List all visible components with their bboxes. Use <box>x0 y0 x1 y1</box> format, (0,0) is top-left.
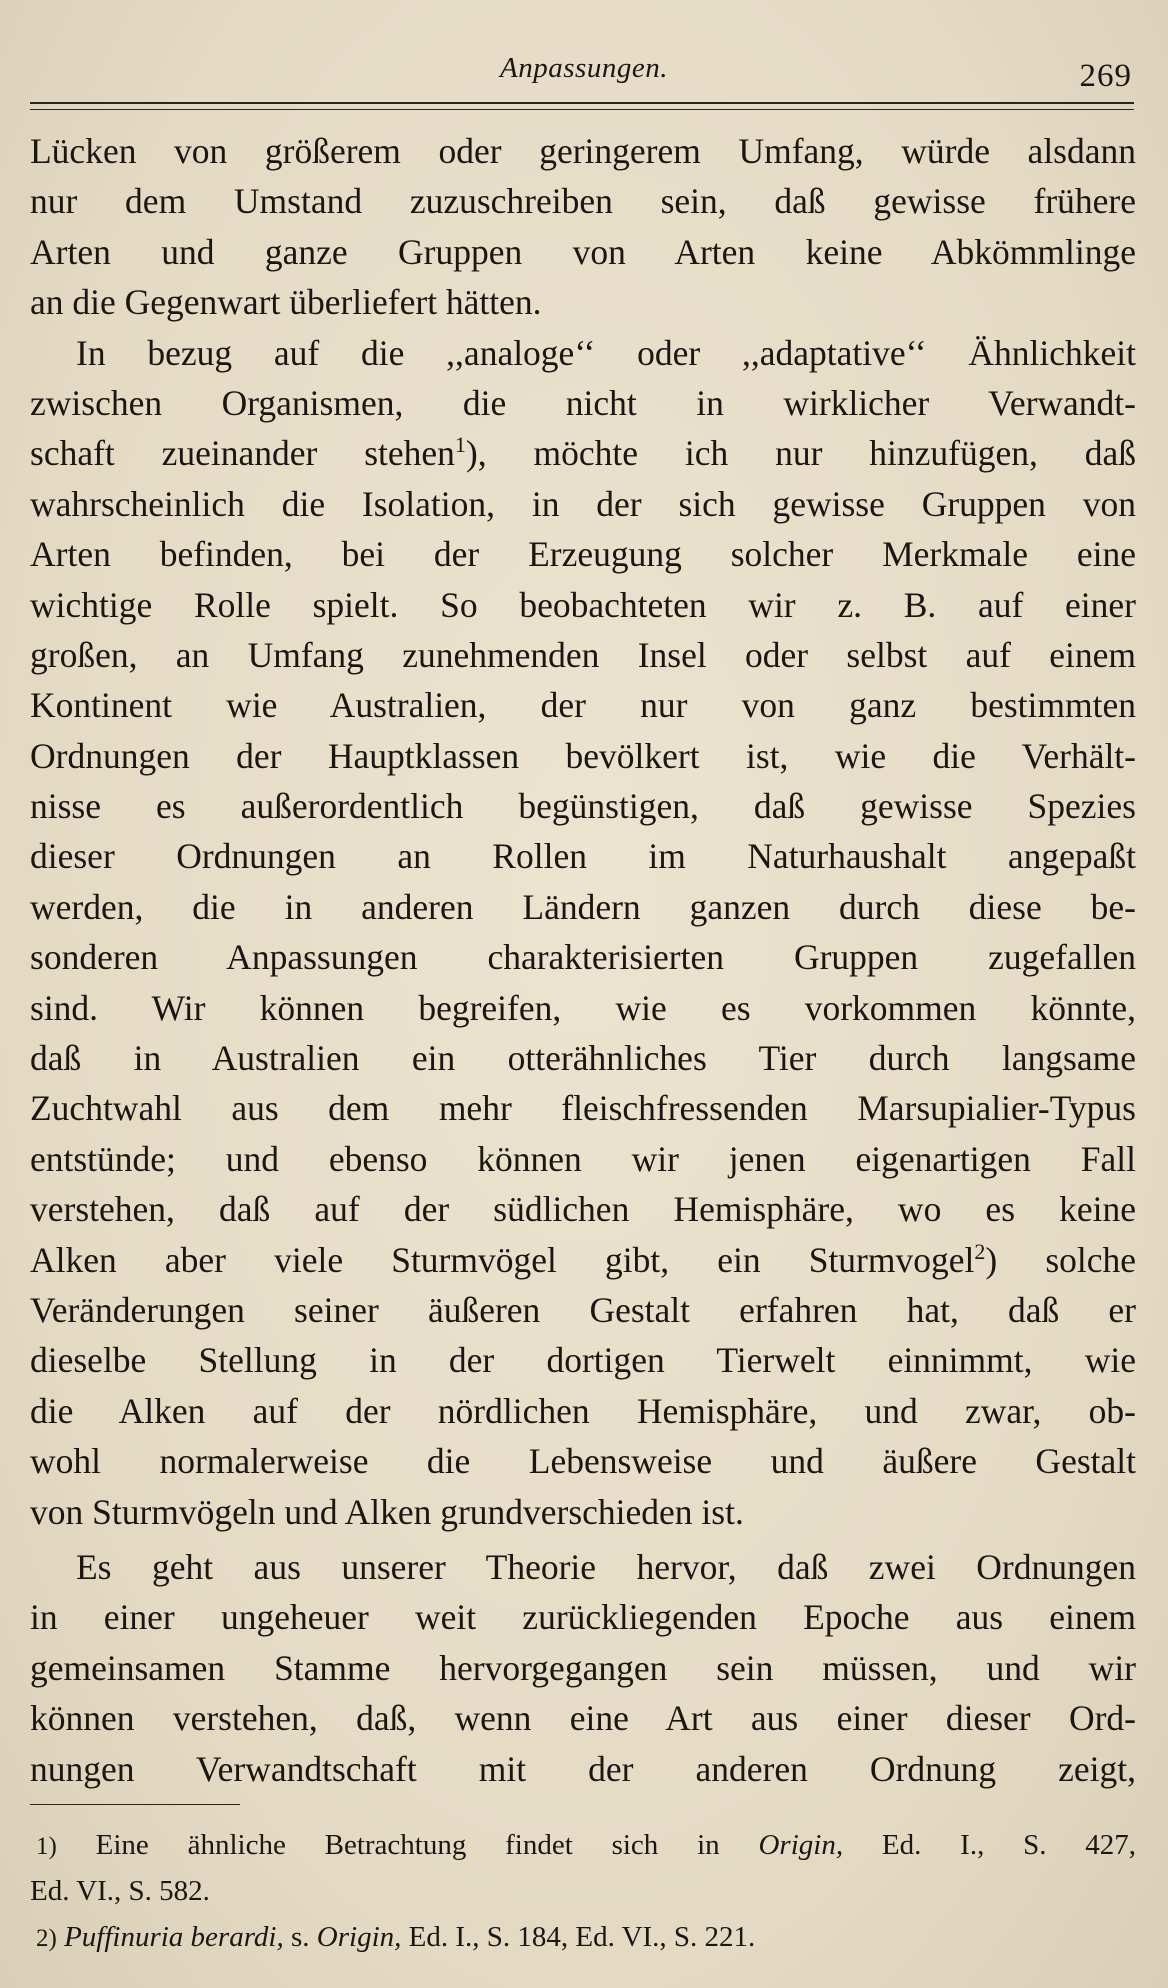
header-double-rule <box>30 102 1134 110</box>
text-line: wahrscheinlich die Isolation, in der sich gewisse Gruppen von <box>30 483 1136 524</box>
text-line: Ordnungen der Hauptklassen bevölkert ist, wie die Verhält- <box>30 735 1136 776</box>
text-line: Arten befinden, bei der Erzeugung solcher Merkmale eine <box>30 534 1136 575</box>
text-segment: ) solche <box>985 1239 1136 1280</box>
footnote-italic-title: Origin, <box>758 1829 844 1861</box>
text-line: wohl normalerweise die Lebensweise und äußere Gestalt <box>30 1441 1136 1482</box>
text-line: sonderen Anpassungen charakterisierten Gruppen zugefallen <box>30 937 1136 978</box>
footnote-text: Ed. I., S. 427, <box>881 1829 1137 1861</box>
body-text <box>30 126 1136 1794</box>
footnote-ref-2: 2 <box>974 1238 986 1264</box>
text-line: dieselbe Stellung in der dortigen Tierwelt einnimmt, wie <box>30 1340 1136 1381</box>
running-head <box>0 52 1168 92</box>
paragraph-start-line: Es geht aus unserer Theorie hervor, daß zwei Ordnungen <box>76 1546 1136 1587</box>
text-line: großen, an Umfang zunehmenden Insel oder selbst auf einem <box>30 634 1136 675</box>
text-segment: Alken aber viele Sturmvögel gibt, ein Sturmvogel <box>30 1239 975 1280</box>
text-line: sind. Wir können begreifen, wie es vorkommen könnte, <box>30 987 1136 1028</box>
footnote-marker: 1) <box>36 1833 57 1860</box>
text-line: an die Gegenwart überliefert hätten. <box>30 282 542 323</box>
text-line: daß in Australien ein otterähnliches Tier durch langsame <box>30 1038 1136 1079</box>
text-line: verstehen, daß auf der südlichen Hemisphäre, wo es keine <box>30 1189 1136 1230</box>
text-line: nisse es außerordentlich begünstigen, daß gewisse Spezies <box>30 786 1136 827</box>
text-line: gemeinsamen Stamme hervorgegangen sein müssen, und wir <box>30 1647 1136 1688</box>
text-segment: ), möchte ich nur hinzufügen, daß <box>465 433 1136 474</box>
footnotes <box>30 1822 1136 1960</box>
text-segment: schaft zueinander stehen <box>30 433 455 474</box>
footnote-1 <box>30 1822 1136 1868</box>
text-line: wichtige Rolle spielt. So beobachteten wir z. B. auf einer <box>30 584 1136 625</box>
running-title: Anpassungen. <box>500 52 668 84</box>
text-line: können verstehen, daß, wenn eine Art aus einer dieser Ord- <box>30 1698 1136 1739</box>
footnote-marker: 2) <box>36 1925 57 1952</box>
text-line: Arten und ganze Gruppen von Arten keine Abkömmlinge <box>30 231 1136 272</box>
text-line: nur dem Umstand zuzuschreiben sein, daß gewisse frühere <box>30 181 1136 222</box>
text-line: Kontinent wie Australien, der nur von ganz bestimmten <box>30 685 1136 726</box>
text-line: zwischen Organismen, die nicht in wirklicher Verwandt- <box>30 382 1136 423</box>
footnote-italic-title: Origin, <box>316 1921 402 1953</box>
text-line: in einer ungeheuer weit zurückliegenden Epoche aus einem <box>30 1597 1136 1638</box>
text-line: von Sturmvögeln und Alken grundverschieden ist. <box>30 1491 744 1532</box>
footnote-italic-species: Puffinuria berardi, <box>64 1921 284 1953</box>
page-number: 269 <box>1079 58 1132 94</box>
text-line: die Alken auf der nördlichen Hemisphäre, und zwar, ob- <box>30 1390 1136 1431</box>
paragraph-start-line: In bezug auf die ,,analoge‘‘ oder ,,adaptative‘‘ Ähnlichkeit <box>76 332 1136 373</box>
footnote-text: Ed. I., S. 184, Ed. VI., S. 221. <box>408 1921 756 1953</box>
footnote-ref-1: 1 <box>454 432 466 458</box>
text-line: Lücken von größerem oder geringerem Umfang, würde alsdann <box>30 131 1136 171</box>
text-line-with-footnote-ref <box>30 1235 1136 1285</box>
text-line-with-footnote-ref <box>30 428 1136 478</box>
text-line: entstünde; und ebenso können wir jenen eigenartigen Fall <box>30 1138 1136 1179</box>
footnote-2 <box>30 1914 1136 1960</box>
text-line: nungen Verwandtschaft mit der anderen Ordnung zeigt, <box>30 1748 1136 1789</box>
footnote-1-continued: Ed. VI., S. 582. <box>30 1875 210 1907</box>
text-line: dieser Ordnungen an Rollen im Naturhaushalt angepaßt <box>30 836 1136 877</box>
text-line: Zuchtwahl aus dem mehr fleischfressenden Marsupialier-Typus <box>30 1088 1136 1129</box>
text-line: werden, die in anderen Ländern ganzen durch diese be- <box>30 886 1136 927</box>
text-line: Veränderungen seiner äußeren Gestalt erfahren hat, daß er <box>30 1289 1136 1330</box>
footnote-text: s. <box>290 1921 310 1953</box>
footnote-rule <box>30 1804 240 1805</box>
footnote-text: Eine ähnliche Betrachtung findet sich in <box>95 1829 720 1861</box>
